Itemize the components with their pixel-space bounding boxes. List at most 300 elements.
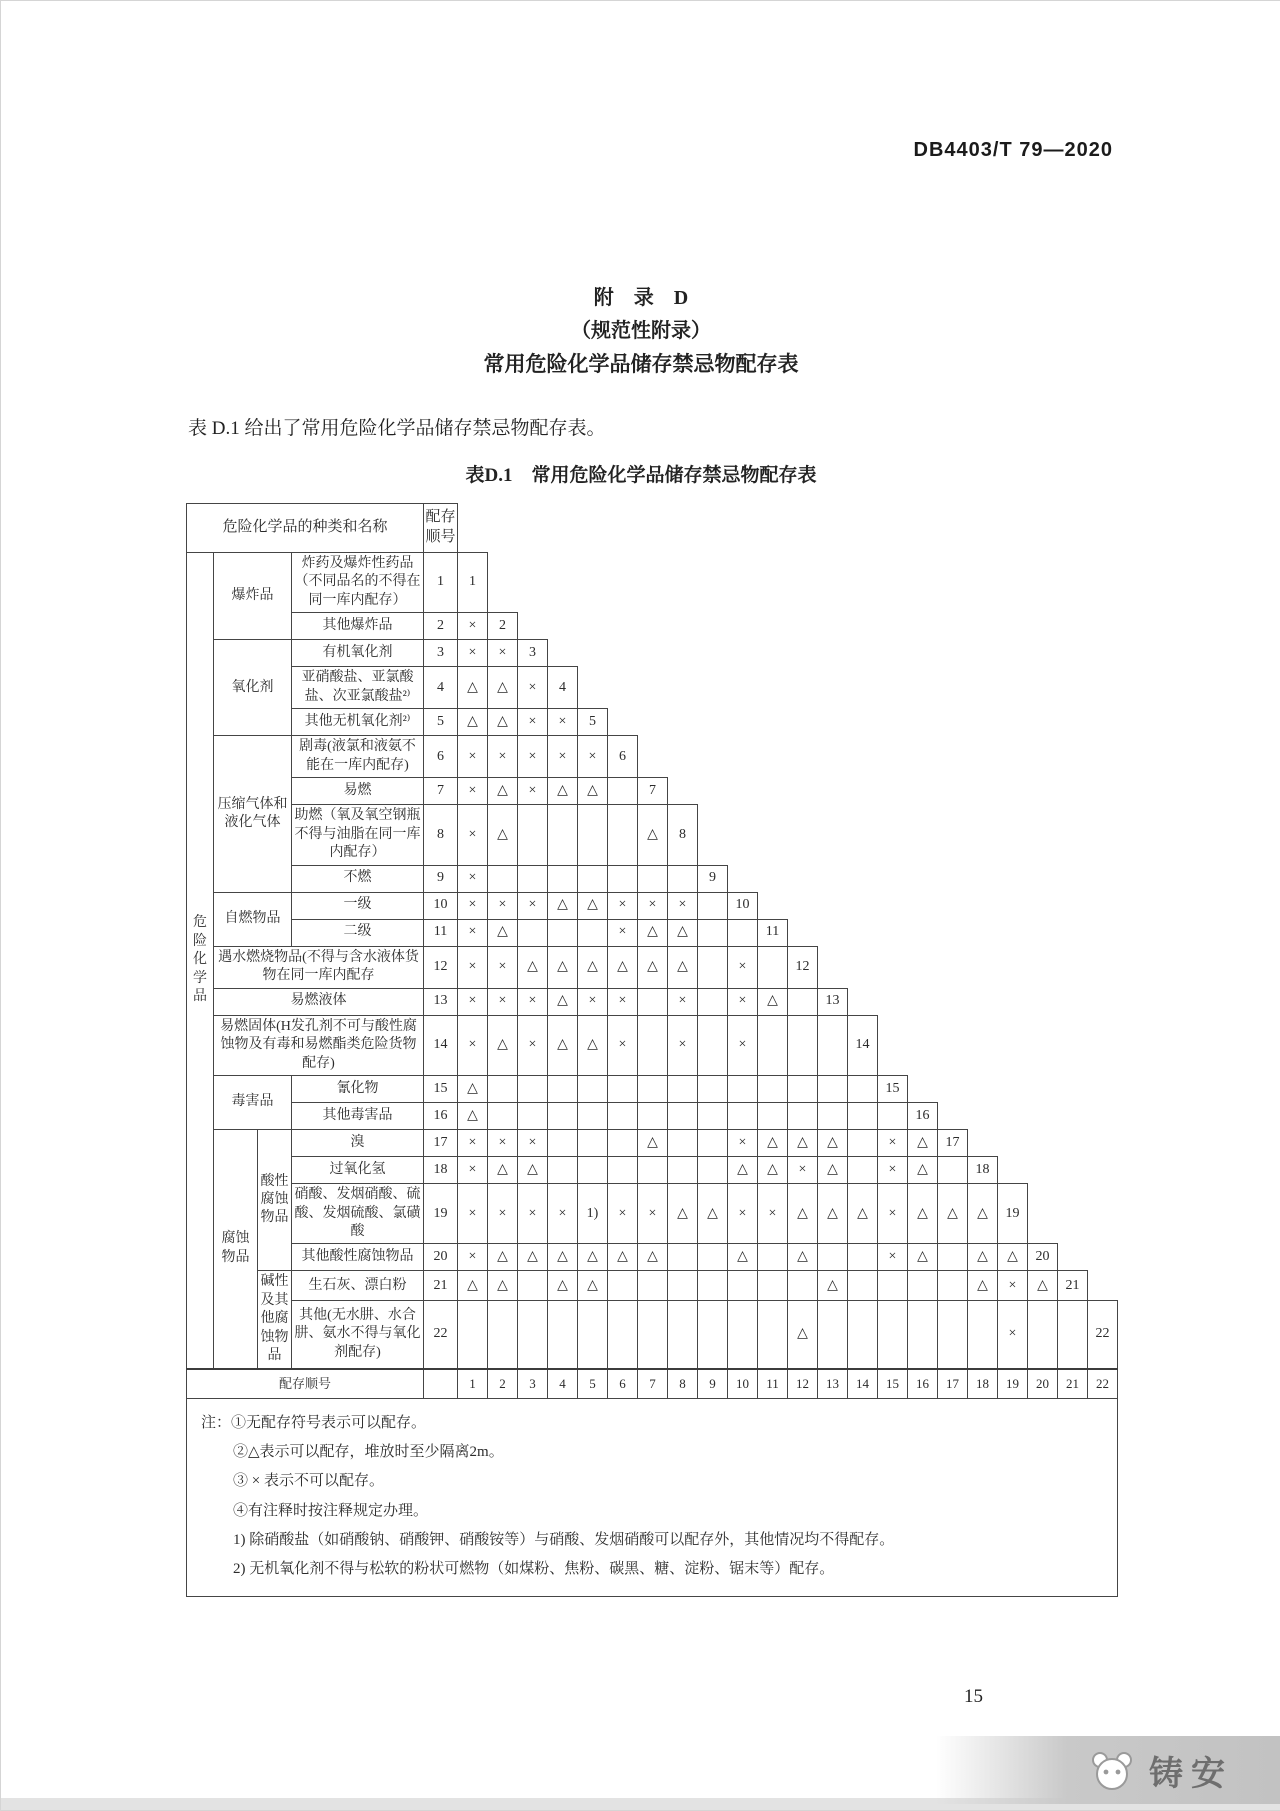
note-line: ③ × 表示不可以配存。 bbox=[233, 1473, 384, 1490]
matrix-cell: △ bbox=[818, 1157, 848, 1184]
matrix-cell: △ bbox=[488, 919, 518, 946]
footer-number: 18 bbox=[968, 1369, 998, 1399]
category-label: 自燃物品 bbox=[214, 892, 292, 946]
diagonal-cell: 17 bbox=[938, 1130, 968, 1157]
item-name: 遇水燃烧物品(不得与含水液体货物在同一库内配存 bbox=[214, 946, 424, 988]
note-line: 1) 除硝酸盐（如硝酸钠、硝酸钾、硝酸铵等）与硝酸、发烟硝酸可以配存外，其他情况均不得配存。 bbox=[233, 1531, 895, 1548]
matrix-cell: × bbox=[518, 1130, 548, 1157]
matrix-cell: × bbox=[668, 892, 698, 919]
item-name: 亚硝酸盐、亚氯酸盐、次亚氯酸盐²⁾ bbox=[292, 667, 424, 709]
matrix-cell: × bbox=[608, 919, 638, 946]
matrix-cell bbox=[488, 1301, 518, 1369]
diagonal-cell: 6 bbox=[608, 736, 638, 778]
matrix-cell bbox=[548, 1130, 578, 1157]
diagonal-cell: 16 bbox=[908, 1103, 938, 1130]
item-name: 一级 bbox=[292, 892, 424, 919]
footer-row bbox=[187, 1369, 1118, 1399]
matrix-cell bbox=[788, 1271, 818, 1301]
seq-header: 配存顺号 bbox=[424, 504, 458, 553]
matrix-cell bbox=[758, 1244, 788, 1271]
matrix-cell bbox=[638, 1015, 668, 1075]
matrix-cell bbox=[728, 1271, 758, 1301]
sequence-number: 10 bbox=[424, 892, 458, 919]
matrix-cell bbox=[788, 988, 818, 1015]
matrix-cell bbox=[608, 1157, 638, 1184]
matrix-cell: △ bbox=[518, 946, 548, 988]
table-row bbox=[187, 1130, 1118, 1157]
matrix-cell: × bbox=[458, 640, 488, 667]
matrix-cell: △ bbox=[788, 1130, 818, 1157]
matrix-cell: △ bbox=[578, 1244, 608, 1271]
matrix-cell: × bbox=[608, 1015, 638, 1075]
matrix-cell: × bbox=[458, 1184, 488, 1244]
footer-number: 11 bbox=[758, 1369, 788, 1399]
matrix-cell: × bbox=[458, 988, 488, 1015]
matrix-cell: △ bbox=[518, 1157, 548, 1184]
matrix-cell: △ bbox=[578, 946, 608, 988]
matrix-cell bbox=[758, 1076, 788, 1103]
matrix-cell: △ bbox=[908, 1130, 938, 1157]
item-name: 生石灰、漂白粉 bbox=[292, 1271, 424, 1301]
matrix-cell: △ bbox=[968, 1244, 998, 1271]
diagonal-cell: 5 bbox=[578, 709, 608, 736]
footer-label: 配存顺号 bbox=[187, 1369, 424, 1399]
matrix-cell bbox=[518, 1103, 548, 1130]
matrix-cell: × bbox=[878, 1184, 908, 1244]
footer-number: 14 bbox=[848, 1369, 878, 1399]
matrix-cell bbox=[848, 1244, 878, 1271]
item-name: 易燃固体(H发孔剂不可与酸性腐蚀物及有毒和易燃酯类危险货物配存) bbox=[214, 1015, 424, 1075]
matrix-cell: △ bbox=[608, 946, 638, 988]
matrix-cell: × bbox=[458, 613, 488, 640]
sequence-number: 5 bbox=[424, 709, 458, 736]
matrix-cell: × bbox=[518, 736, 548, 778]
matrix-cell bbox=[788, 1103, 818, 1130]
matrix-cell: △ bbox=[458, 1076, 488, 1103]
sequence-number: 2 bbox=[424, 613, 458, 640]
matrix-cell: △ bbox=[818, 1184, 848, 1244]
matrix-cell: × bbox=[668, 988, 698, 1015]
matrix-cell bbox=[698, 892, 728, 919]
matrix-cell bbox=[668, 1130, 698, 1157]
sequence-number: 4 bbox=[424, 667, 458, 709]
matrix-cell: × bbox=[488, 988, 518, 1015]
corner-header: 危险化学品的种类和名称 bbox=[187, 504, 424, 553]
matrix-cell bbox=[578, 1103, 608, 1130]
matrix-cell bbox=[878, 1301, 908, 1369]
table-row bbox=[187, 709, 1118, 736]
matrix-cell bbox=[548, 1076, 578, 1103]
item-name: 其他无机氧化剂²⁾ bbox=[292, 709, 424, 736]
table-row bbox=[187, 1015, 1118, 1075]
matrix-cell: × bbox=[488, 892, 518, 919]
matrix-cell bbox=[848, 1130, 878, 1157]
diagonal-cell: 11 bbox=[758, 919, 788, 946]
matrix-cell: × bbox=[488, 1184, 518, 1244]
matrix-cell: × bbox=[638, 1184, 668, 1244]
table-row bbox=[187, 736, 1118, 778]
matrix-cell bbox=[758, 1015, 788, 1075]
footer-number: 10 bbox=[728, 1369, 758, 1399]
sequence-number: 3 bbox=[424, 640, 458, 667]
matrix-cell: △ bbox=[548, 1015, 578, 1075]
matrix-cell bbox=[638, 1157, 668, 1184]
matrix-cell: × bbox=[878, 1244, 908, 1271]
matrix-cell: △ bbox=[488, 805, 518, 865]
category-label: 压缩气体和液化气体 bbox=[214, 736, 292, 892]
matrix-cell bbox=[698, 1103, 728, 1130]
matrix-cell bbox=[458, 1301, 488, 1369]
sequence-number: 21 bbox=[424, 1271, 458, 1301]
matrix-cell: △ bbox=[488, 709, 518, 736]
item-name: 易燃液体 bbox=[214, 988, 424, 1015]
matrix-cell: △ bbox=[908, 1244, 938, 1271]
table-row bbox=[187, 946, 1118, 988]
diagonal-cell: 1 bbox=[458, 553, 488, 613]
sequence-number: 7 bbox=[424, 778, 458, 805]
compatibility-table bbox=[186, 503, 1118, 1399]
diagonal-cell: 2 bbox=[488, 613, 518, 640]
diagonal-cell: 13 bbox=[818, 988, 848, 1015]
sequence-number: 13 bbox=[424, 988, 458, 1015]
matrix-cell bbox=[518, 1271, 548, 1301]
matrix-cell: × bbox=[548, 709, 578, 736]
watermark bbox=[936, 1736, 1280, 1804]
matrix-cell bbox=[698, 1271, 728, 1301]
matrix-cell: △ bbox=[488, 778, 518, 805]
matrix-cell bbox=[1028, 1301, 1058, 1369]
appendix-title: 附 录 D bbox=[593, 287, 689, 309]
notes-box bbox=[186, 1399, 1118, 1598]
matrix-cell bbox=[608, 1103, 638, 1130]
table-row bbox=[187, 613, 1118, 640]
matrix-cell bbox=[638, 988, 668, 1015]
table-row bbox=[187, 778, 1118, 805]
matrix-cell bbox=[638, 1103, 668, 1130]
matrix-cell: × bbox=[728, 1184, 758, 1244]
matrix-cell: △ bbox=[818, 1271, 848, 1301]
matrix-cell: × bbox=[518, 709, 548, 736]
diagonal-cell: 21 bbox=[1058, 1271, 1088, 1301]
matrix-cell: △ bbox=[758, 988, 788, 1015]
footer-number: 7 bbox=[638, 1369, 668, 1399]
table-row bbox=[187, 865, 1118, 892]
matrix-cell bbox=[548, 1157, 578, 1184]
matrix-cell bbox=[728, 919, 758, 946]
matrix-cell bbox=[638, 1076, 668, 1103]
table-row bbox=[187, 1076, 1118, 1103]
matrix-cell: △ bbox=[758, 1157, 788, 1184]
item-name: 易燃 bbox=[292, 778, 424, 805]
matrix-cell: × bbox=[518, 988, 548, 1015]
matrix-cell bbox=[548, 1301, 578, 1369]
matrix-cell bbox=[938, 1271, 968, 1301]
matrix-cell: × bbox=[728, 988, 758, 1015]
matrix-cell bbox=[698, 1157, 728, 1184]
table-row bbox=[187, 919, 1118, 946]
diagonal-cell: 14 bbox=[848, 1015, 878, 1075]
matrix-cell: △ bbox=[578, 1015, 608, 1075]
matrix-cell bbox=[608, 865, 638, 892]
matrix-cell: × bbox=[458, 892, 488, 919]
matrix-cell bbox=[698, 988, 728, 1015]
matrix-cell: △ bbox=[488, 1157, 518, 1184]
footer-number: 13 bbox=[818, 1369, 848, 1399]
matrix-cell bbox=[1058, 1301, 1088, 1369]
matrix-cell bbox=[668, 1301, 698, 1369]
diagonal-cell: 4 bbox=[548, 667, 578, 709]
table-row bbox=[187, 1244, 1118, 1271]
matrix-cell: × bbox=[728, 946, 758, 988]
matrix-cell: △ bbox=[488, 1015, 518, 1075]
table-row bbox=[187, 1157, 1118, 1184]
matrix-cell: △ bbox=[968, 1184, 998, 1244]
matrix-cell: △ bbox=[998, 1244, 1028, 1271]
matrix-cell: × bbox=[638, 892, 668, 919]
note-line: 注：①无配存符号表示可以配存。 bbox=[201, 1414, 427, 1431]
diagonal-cell: 10 bbox=[728, 892, 758, 919]
matrix-cell bbox=[668, 1103, 698, 1130]
matrix-cell: × bbox=[518, 892, 548, 919]
matrix-cell: △ bbox=[638, 946, 668, 988]
matrix-cell: △ bbox=[548, 988, 578, 1015]
matrix-cell bbox=[608, 1130, 638, 1157]
matrix-cell: △ bbox=[788, 1184, 818, 1244]
matrix-cell bbox=[878, 1271, 908, 1301]
item-name: 不燃 bbox=[292, 865, 424, 892]
matrix-cell bbox=[818, 1015, 848, 1075]
matrix-cell bbox=[758, 1301, 788, 1369]
item-name: 炸药及爆炸性药品（不同品名的不得在同一库内配存） bbox=[292, 553, 424, 613]
page-number: 15 bbox=[964, 1686, 983, 1707]
footer-number: 6 bbox=[608, 1369, 638, 1399]
matrix-cell bbox=[608, 1076, 638, 1103]
matrix-cell bbox=[818, 1301, 848, 1369]
matrix-cell: × bbox=[458, 805, 488, 865]
matrix-cell bbox=[488, 1103, 518, 1130]
watermark-text: 铸安 bbox=[1149, 1755, 1233, 1793]
matrix-cell bbox=[578, 1157, 608, 1184]
matrix-cell: △ bbox=[908, 1184, 938, 1244]
matrix-cell: △ bbox=[698, 1184, 728, 1244]
matrix-cell bbox=[698, 1015, 728, 1075]
sequence-number: 15 bbox=[424, 1076, 458, 1103]
matrix-cell bbox=[788, 1076, 818, 1103]
appendix-subtitle: （规范性附录） bbox=[571, 320, 711, 342]
matrix-cell bbox=[848, 1157, 878, 1184]
matrix-cell bbox=[698, 919, 728, 946]
matrix-cell bbox=[758, 1271, 788, 1301]
matrix-cell: △ bbox=[788, 1244, 818, 1271]
diagonal-cell: 12 bbox=[788, 946, 818, 988]
matrix-cell: × bbox=[488, 946, 518, 988]
matrix-cell bbox=[728, 1103, 758, 1130]
table-row bbox=[187, 892, 1118, 919]
matrix-cell: △ bbox=[818, 1130, 848, 1157]
matrix-cell: × bbox=[458, 778, 488, 805]
matrix-cell bbox=[548, 865, 578, 892]
sequence-number: 20 bbox=[424, 1244, 458, 1271]
table-row bbox=[187, 1103, 1118, 1130]
sequence-number: 17 bbox=[424, 1130, 458, 1157]
matrix-cell bbox=[938, 1301, 968, 1369]
matrix-cell: △ bbox=[668, 946, 698, 988]
matrix-cell bbox=[878, 1103, 908, 1130]
item-name: 其他爆炸品 bbox=[292, 613, 424, 640]
compatibility-table-wrap bbox=[186, 503, 1118, 1597]
matrix-cell: × bbox=[518, 1015, 548, 1075]
item-name: 其他(无水肼、水合肼、氨水不得与氧化剂配存) bbox=[292, 1301, 424, 1369]
item-name: 剧毒(液氯和液氨不能在一库内配存) bbox=[292, 736, 424, 778]
matrix-cell: × bbox=[728, 1015, 758, 1075]
matrix-cell bbox=[818, 1076, 848, 1103]
matrix-cell bbox=[488, 865, 518, 892]
matrix-cell bbox=[548, 1103, 578, 1130]
matrix-cell bbox=[608, 1271, 638, 1301]
matrix-cell: △ bbox=[848, 1184, 878, 1244]
matrix-cell bbox=[548, 805, 578, 865]
item-name: 其他毒害品 bbox=[292, 1103, 424, 1130]
matrix-cell bbox=[578, 805, 608, 865]
matrix-cell bbox=[518, 1076, 548, 1103]
matrix-cell bbox=[758, 1103, 788, 1130]
sequence-number: 14 bbox=[424, 1015, 458, 1075]
matrix-cell: × bbox=[608, 988, 638, 1015]
subcategory-label: 碱性及其他腐蚀物品 bbox=[258, 1271, 292, 1369]
matrix-cell: × bbox=[998, 1271, 1028, 1301]
matrix-cell bbox=[938, 1244, 968, 1271]
sequence-number: 18 bbox=[424, 1157, 458, 1184]
item-name: 氰化物 bbox=[292, 1076, 424, 1103]
sequence-number: 11 bbox=[424, 919, 458, 946]
matrix-cell bbox=[848, 1271, 878, 1301]
item-name: 助燃（氧及氧空钢瓶不得与油脂在同一库内配存） bbox=[292, 805, 424, 865]
matrix-cell: × bbox=[458, 1157, 488, 1184]
item-name: 溴 bbox=[292, 1130, 424, 1157]
matrix-cell bbox=[578, 919, 608, 946]
table-row bbox=[187, 1184, 1118, 1244]
table-row bbox=[187, 667, 1118, 709]
matrix-cell bbox=[668, 1244, 698, 1271]
subcategory-label: 酸性腐蚀物品 bbox=[258, 1130, 292, 1271]
matrix-cell: × bbox=[458, 1244, 488, 1271]
matrix-cell: △ bbox=[548, 892, 578, 919]
matrix-cell: × bbox=[518, 778, 548, 805]
footer-number: 4 bbox=[548, 1369, 578, 1399]
matrix-cell: 1) bbox=[578, 1184, 608, 1244]
matrix-cell bbox=[578, 1301, 608, 1369]
diagonal-cell: 9 bbox=[698, 865, 728, 892]
matrix-cell: △ bbox=[1028, 1271, 1058, 1301]
matrix-cell bbox=[578, 1130, 608, 1157]
table-row bbox=[187, 640, 1118, 667]
matrix-cell: △ bbox=[788, 1301, 818, 1369]
note-line: 2) 无机氧化剂不得与松软的粉状可燃物（如煤粉、焦粉、碳黑、糖、淀粉、锯末等）配存。 bbox=[233, 1561, 835, 1578]
matrix-cell bbox=[608, 778, 638, 805]
matrix-cell: △ bbox=[608, 1244, 638, 1271]
footer-number: 16 bbox=[908, 1369, 938, 1399]
footer-number: 22 bbox=[1088, 1369, 1118, 1399]
category-label: 腐蚀物品 bbox=[214, 1130, 258, 1369]
matrix-cell bbox=[698, 1244, 728, 1271]
matrix-cell: △ bbox=[458, 709, 488, 736]
sequence-number: 16 bbox=[424, 1103, 458, 1130]
appendix-heading: 常用危险化学品储存禁忌物配存表 bbox=[483, 352, 799, 376]
matrix-cell: △ bbox=[908, 1157, 938, 1184]
matrix-cell bbox=[518, 865, 548, 892]
matrix-cell: △ bbox=[638, 805, 668, 865]
matrix-cell bbox=[518, 1301, 548, 1369]
matrix-cell bbox=[638, 1271, 668, 1301]
matrix-cell: △ bbox=[668, 1184, 698, 1244]
matrix-cell: × bbox=[548, 736, 578, 778]
sequence-number: 6 bbox=[424, 736, 458, 778]
matrix-cell bbox=[728, 1301, 758, 1369]
matrix-cell: △ bbox=[968, 1271, 998, 1301]
matrix-cell: △ bbox=[488, 1244, 518, 1271]
matrix-cell: × bbox=[488, 1130, 518, 1157]
item-name: 二级 bbox=[292, 919, 424, 946]
category-label: 氧化剂 bbox=[214, 640, 292, 736]
diagonal-cell: 3 bbox=[518, 640, 548, 667]
category-label: 毒害品 bbox=[214, 1076, 292, 1130]
category-label: 爆炸品 bbox=[214, 553, 292, 640]
matrix-cell bbox=[848, 1076, 878, 1103]
diagonal-cell: 7 bbox=[638, 778, 668, 805]
matrix-cell bbox=[728, 1076, 758, 1103]
item-name: 有机氧化剂 bbox=[292, 640, 424, 667]
matrix-cell bbox=[698, 946, 728, 988]
footer-number: 3 bbox=[518, 1369, 548, 1399]
matrix-cell: × bbox=[788, 1157, 818, 1184]
matrix-cell bbox=[698, 1301, 728, 1369]
matrix-cell bbox=[578, 865, 608, 892]
matrix-cell: △ bbox=[548, 1271, 578, 1301]
matrix-cell: × bbox=[488, 640, 518, 667]
matrix-cell: △ bbox=[758, 1130, 788, 1157]
sequence-number: 19 bbox=[424, 1184, 458, 1244]
matrix-cell: × bbox=[608, 1184, 638, 1244]
matrix-cell bbox=[698, 1130, 728, 1157]
sequence-number: 12 bbox=[424, 946, 458, 988]
matrix-cell: △ bbox=[518, 1244, 548, 1271]
matrix-cell: × bbox=[758, 1184, 788, 1244]
matrix-cell bbox=[908, 1271, 938, 1301]
table-row bbox=[187, 1301, 1118, 1369]
diagonal-cell: 15 bbox=[878, 1076, 908, 1103]
matrix-cell: △ bbox=[638, 1130, 668, 1157]
matrix-cell: △ bbox=[638, 1244, 668, 1271]
matrix-cell: × bbox=[878, 1157, 908, 1184]
intro-paragraph: 表 D.1 给出了常用危险化学品储存禁忌物配存表。 bbox=[188, 418, 606, 439]
note-line: ②△表示可以配存，堆放时至少隔离2m。 bbox=[233, 1444, 504, 1461]
matrix-cell: × bbox=[728, 1130, 758, 1157]
sequence-number: 22 bbox=[424, 1301, 458, 1369]
matrix-cell: △ bbox=[668, 919, 698, 946]
matrix-cell: × bbox=[488, 736, 518, 778]
matrix-cell: × bbox=[458, 736, 488, 778]
matrix-cell bbox=[818, 1244, 848, 1271]
matrix-cell: △ bbox=[638, 919, 668, 946]
footer-number: 8 bbox=[668, 1369, 698, 1399]
matrix-cell: × bbox=[458, 1015, 488, 1075]
footer-number: 9 bbox=[698, 1369, 728, 1399]
matrix-cell bbox=[608, 805, 638, 865]
matrix-cell: △ bbox=[488, 667, 518, 709]
diagonal-cell: 20 bbox=[1028, 1244, 1058, 1271]
matrix-cell bbox=[518, 919, 548, 946]
note-line: ④有注释时按注释规定办理。 bbox=[233, 1502, 429, 1519]
